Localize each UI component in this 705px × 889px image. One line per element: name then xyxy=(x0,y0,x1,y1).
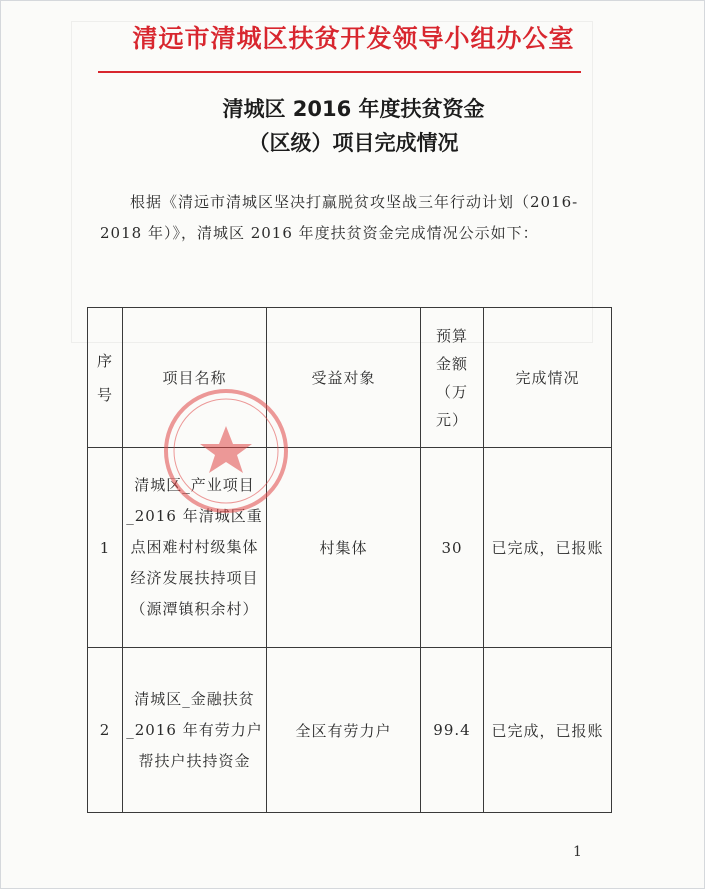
intro-paragraph: 根据《清远市清城区坚决打赢脱贫攻坚战三年行动计划（2016-2018 年）》，清城区 2016 年度扶贫资金完成情况公示如下： xyxy=(100,193,579,242)
project-table xyxy=(87,307,612,813)
table-header-row xyxy=(88,308,612,448)
row-budget: 30 xyxy=(421,448,484,648)
org-header-title: 清远市清城区扶贫开发领导小组办公室 xyxy=(132,24,575,53)
row-status: 已完成，已报账 xyxy=(484,648,612,813)
row-index: 2 xyxy=(88,648,123,813)
row-beneficiary: 村集体 xyxy=(267,448,421,648)
header-beneficiary: 受益对象 xyxy=(267,308,421,448)
row-index: 1 xyxy=(88,448,123,648)
bleed-through-ghost xyxy=(71,21,593,343)
header-budget: 预算 金额 （万 元） xyxy=(421,308,484,448)
header-divider xyxy=(98,71,581,73)
row-budget: 99.4 xyxy=(421,648,484,813)
document-title-line1: 清城区 2016 年度扶贫资金 xyxy=(222,97,485,121)
document-title-line2: （区级）项目完成情况 xyxy=(248,131,459,155)
page-number: 1 xyxy=(573,844,582,860)
row-project-name: 清城区_金融扶贫 _2016 年有劳力户 帮扶户扶持资金 xyxy=(123,648,267,813)
header-index: 序 号 xyxy=(88,308,123,448)
row-status: 已完成，已报账 xyxy=(484,448,612,648)
table-row xyxy=(88,648,612,813)
row-beneficiary: 全区有劳力户 xyxy=(267,648,421,813)
header-project-name: 项目名称 xyxy=(123,308,267,448)
table-row xyxy=(88,448,612,648)
row-project-name: 清城区_产业项目 _2016 年清城区重 点困难村村级集体 经济发展扶持项目 （源潭镇积余村） xyxy=(123,448,267,648)
header-status: 完成情况 xyxy=(484,308,612,448)
